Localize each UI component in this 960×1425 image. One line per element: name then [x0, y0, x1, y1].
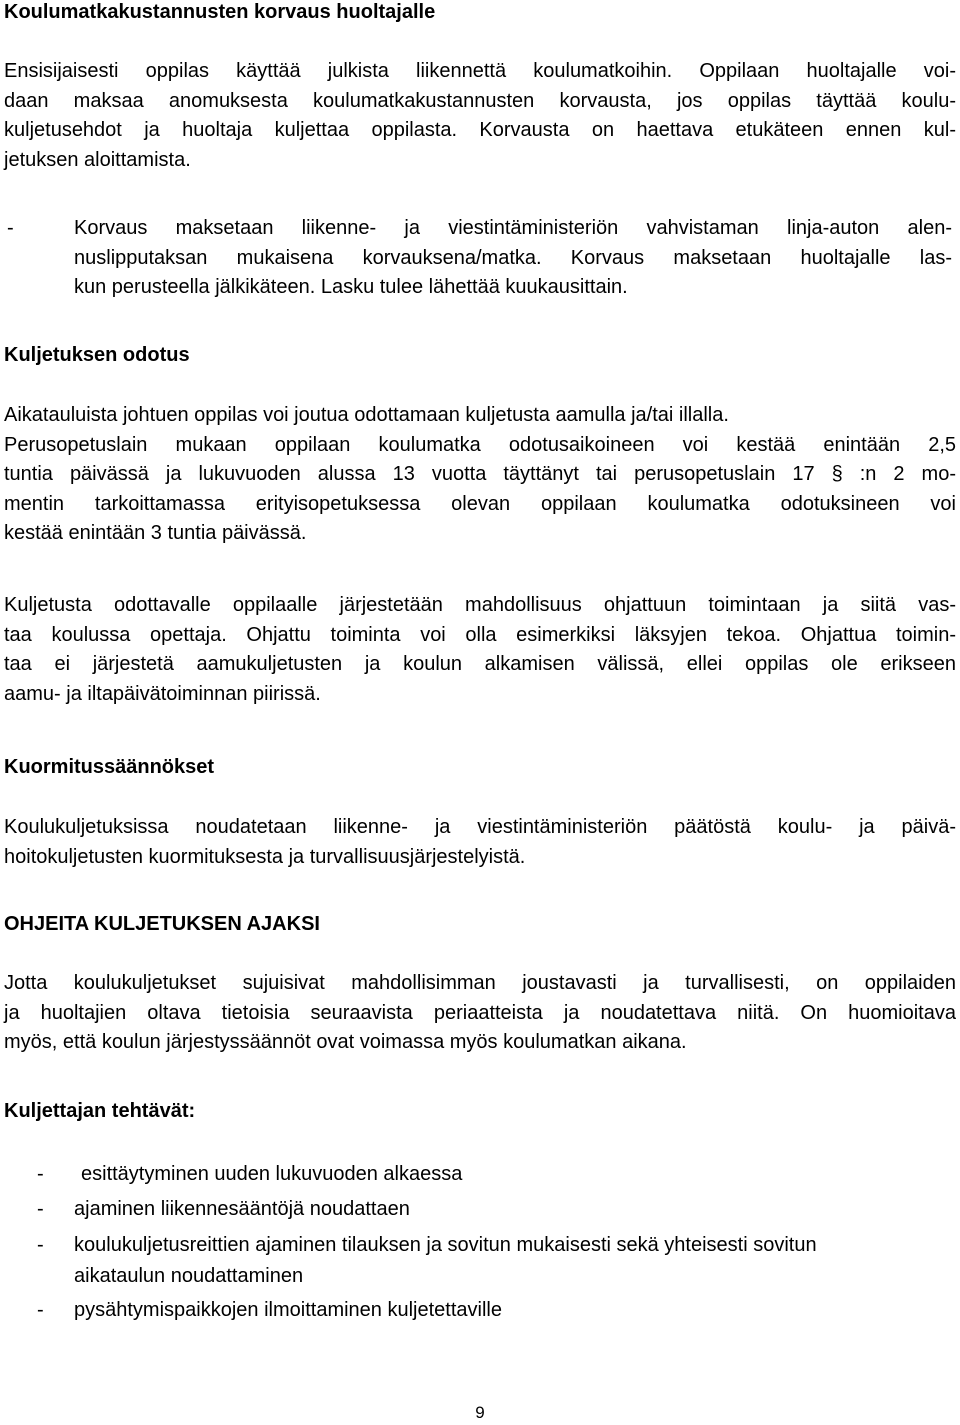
text-line: kuljetusehdot ja huoltaja kuljettaa oppilasta. Korvausta on haettava etukäteen ennen kul-: [4, 119, 956, 142]
list-item-text: aikataulun noudattaminen: [74, 1265, 304, 1287]
list-item: [4, 1231, 956, 1296]
list-item-text: ajaminen liikennesääntöjä noudattaen: [74, 1198, 410, 1220]
paragraph-koulumatkat: [4, 57, 956, 175]
text-line: myös, että koulun järjestyssäännöt ovat voimassa myös koulumatkan aikana.: [4, 1031, 687, 1054]
list-item-text: koulukuljetusreittien ajaminen tilauksen ja sovitun mukaisesti sekä yhteisesti sovitun: [74, 1234, 817, 1256]
text-line: aamu- ja iltapäivätoiminnan piirissä.: [4, 682, 321, 705]
text-line: daan maksaa anomuksesta koulumatkakustannusten korvausta, jos oppilas täyttää koulu-: [4, 89, 956, 112]
list-item: [4, 1296, 956, 1326]
text-line: kun perusteella jälkikäteen. Lasku tulee lähettää kuukausittain.: [74, 276, 628, 299]
text-line: Korvaus maksetaan liikenne- ja viestintäministeriön vahvistaman linja-auton alen-: [74, 217, 952, 239]
text-line: Perusopetuslain mukaan oppilaan koulumatka odotusaikoineen voi kestää enintään 2,5: [4, 433, 956, 456]
bullet-dash: -: [37, 1163, 44, 1185]
section-heading-kuljetuksen-odotus: Kuljetuksen odotus: [4, 344, 190, 366]
bullet-dash: -: [37, 1299, 44, 1321]
text-line: tuntia päivässä ja lukuvuoden alussa 13 vuotta täyttänyt tai perusopetuslain 17 § :n 2 mo-: [4, 463, 956, 486]
bullet-dash: -: [7, 217, 14, 239]
list-item-text: pysähtymispaikkojen ilmoittaminen kuljetettaville: [74, 1299, 502, 1321]
bullet-korvaus: [4, 214, 956, 303]
text-line: ja huoltajien oltava tietoisia seuraavista periaatteista ja noudatettava niitä. On huomioitava: [4, 1001, 956, 1024]
text-line: Aikatauluista johtuen oppilas voi joutua odottamaan kuljetusta aamulla ja/tai illalla.: [4, 404, 729, 426]
list-item: [4, 1160, 956, 1195]
page-number: 9: [475, 1403, 485, 1422]
paragraph-ohjeita: [4, 969, 956, 1058]
text-line: Kuljetusta odottavalle oppilaalle järjestetään mahdollisuus ohjattuun toimintaan ja siitä vas-: [4, 594, 956, 616]
section-heading-koulumatkakustannusten: Koulumatkakustannusten korvaus huoltajalle: [4, 1, 436, 23]
text-line: hoitokuljetusten kuormituksesta ja turvallisuusjärjestelyistä.: [4, 845, 526, 868]
text-line: Ensisijaisesti oppilas käyttää julkista liikennettä koulumatkoihin. Oppilaan huoltajalle voi-: [4, 60, 956, 82]
section-heading-kuormitussaannokset: Kuormitussäännökset: [4, 756, 215, 778]
paragraph-kuormitus: [4, 813, 956, 872]
paragraph-ohjattu-toiminta: [4, 591, 956, 709]
bullet-dash: -: [37, 1198, 44, 1220]
bullet-dash: -: [37, 1234, 44, 1256]
text-line: taa koulussa opettaja. Ohjattu toiminta voi olla esimerkiksi läksyjen tekoa. Ohjattua toimin-: [4, 623, 956, 646]
text-line: mentin tarkoittamassa erityisopetuksessa olevan oppilaan koulumatka odotuksineen voi: [4, 492, 956, 515]
duty-list: [4, 1160, 956, 1326]
text-line: Jotta koulukuljetukset sujuisivat mahdollisimman joustavasti ja turvallisesti, on oppilaiden: [4, 972, 956, 994]
list-item-text: esittäytyminen uuden lukuvuoden alkaessa: [81, 1163, 463, 1185]
text-line: nuslipputaksan mukaisena korvauksena/matka. Korvaus maksetaan huoltajalle las-: [74, 246, 952, 269]
list-item: [4, 1195, 956, 1231]
text-line: Koulukuljetuksissa noudatetaan liikenne- ja viestintäministeriön päätöstä koulu- ja päivä-: [4, 816, 956, 838]
paragraph-odotusaika: [4, 401, 956, 549]
text-line: taa ei järjestetä aamukuljetusten ja koulun alkamisen välissä, ellei oppilas ole erikseen: [4, 653, 956, 676]
section-heading-ohjeita: OHJEITA KULJETUKSEN AJAKSI: [4, 913, 320, 935]
text-line: kestää enintään 3 tuntia päivässä.: [4, 522, 307, 545]
text-line: jetuksen aloittamista.: [4, 148, 191, 171]
section-heading-kuljettajan-tehtavat: Kuljettajan tehtävät:: [4, 1100, 196, 1122]
